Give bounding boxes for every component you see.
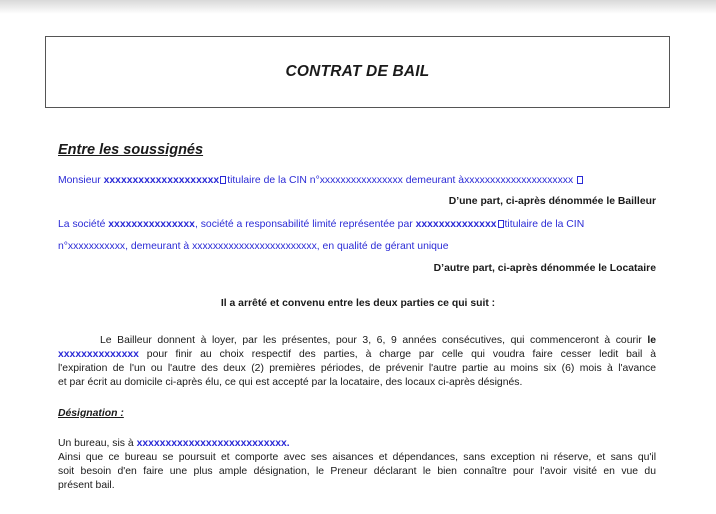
party2-representative: xxxxxxxxxxxxxx [415, 219, 497, 230]
designation-paragraph: Un bureau, sis à xxxxxxxxxxxxxxxxxxxxxxxxxx. Ainsi que ce bureau se poursuit et comporte avec ses aisances et dépendances, sans exception ni réserve, et sans qu'il soit besoin d'en faire une plus ample désignation, le Preneur déclarant le bien connaître pour l'avoir visité en vue du présent bail. [58, 438, 656, 491]
office-address: xxxxxxxxxxxxxxxxxxxxxxxxxx. [136, 438, 290, 449]
party2-role: D’autre part, ci-après dénommée le Locataire [433, 263, 656, 274]
agreement-statement: Il a arrêté et convenu entre les deux parties ce qui suit : [220, 298, 496, 309]
party1-line: Monsieur xxxxxxxxxxxxxxxxxxxx titulaire de la CIN n°xxxxxxxxxxxxxxxx demeurant àxxxxxxxxxxxxxxxxxxxxx [58, 175, 584, 186]
party2-line-2: n°xxxxxxxxxxx, demeurant à xxxxxxxxxxxxxxxxxxxxxxxx, en qualité de gérant unique [58, 241, 449, 252]
designation-heading: Désignation : [58, 408, 124, 419]
party1-name: xxxxxxxxxxxxxxxxxxxx [103, 175, 220, 186]
missing-glyph-icon [577, 176, 583, 184]
missing-glyph-icon [220, 176, 226, 184]
title-box [45, 36, 670, 108]
party2-company: xxxxxxxxxxxxxxx [108, 219, 195, 230]
party2-line: La société xxxxxxxxxxxxxxx, société a responsabilité limité représentée par xxxxxxxxxxxxxx titulaire de la CIN [58, 219, 585, 230]
party1-role: D’une part, ci-après dénommée le Bailleur [448, 196, 656, 207]
missing-glyph-icon [498, 220, 504, 228]
section-heading: Entre les soussignés [58, 142, 204, 158]
clause-paragraph: Le Bailleur donnent à loyer, par les présentes, pour 3, 6, 9 années consécutives, qui commenceront à courir le xxxxxxxxxxxxxx pour finir au choix respectif des parties, à charge par celle qui voudra faire cesser ledit bail à l'expiration de l'un ou l'autre des deux (2) premières périodes, de prévenir l'autre partie au moins six (6) mois à l'avance et par écrit au domicile ci-après élu, ce qui est accepté par la locataire, des locaux ci-après désignés. [58, 335, 656, 388]
start-date: xxxxxxxxxxxxxx [58, 349, 139, 360]
document-title: CONTRAT DE BAIL [285, 63, 430, 80]
